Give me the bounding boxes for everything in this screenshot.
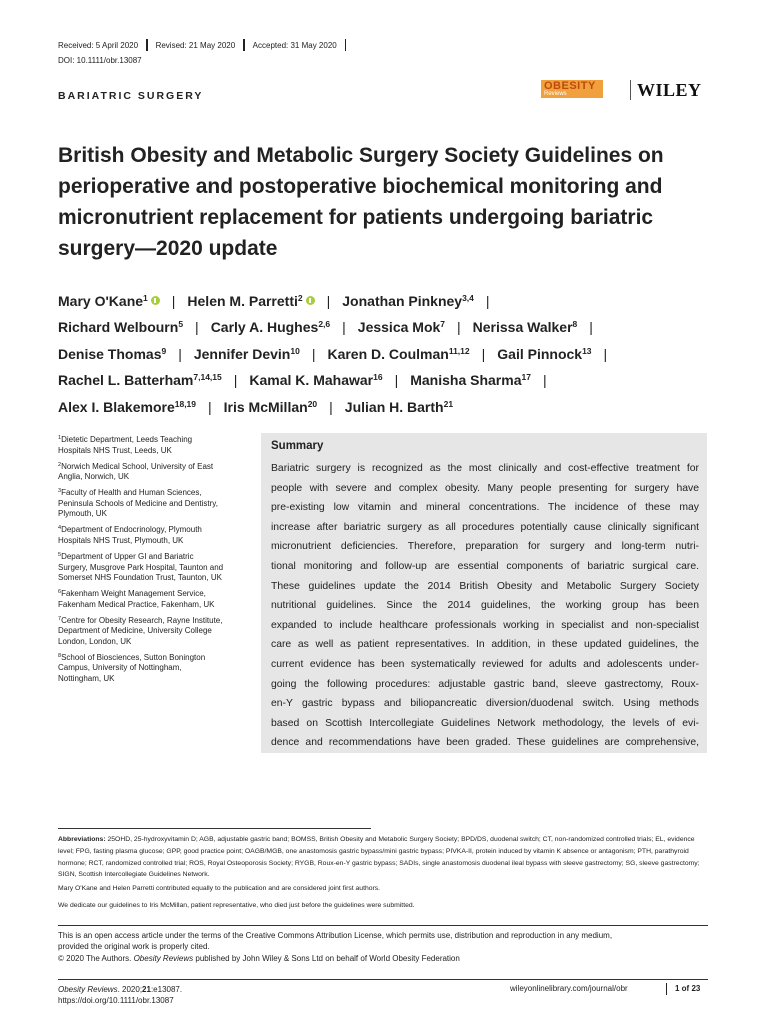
revised-date: Revised: 21 May 2020: [155, 40, 236, 50]
author[interactable]: Alex I. Blakemore$^{18,19}$: [58, 398, 197, 415]
date-divider: [243, 39, 245, 51]
summary-line: expanded to include healthcare professionals working in specialist and non-specialist: [271, 619, 699, 631]
author-separator: |: [342, 319, 346, 336]
license-line: This is an open access article under the terms of the Creative Commons Attribution License, which permits use, distribution and reproduction in any medium,: [58, 931, 613, 940]
author[interactable]: Jonathan Pinkney$^{3,4}$: [342, 293, 474, 309]
obesity-reviews-logo: [541, 80, 626, 100]
logo-main-text: OBESITY: [544, 80, 596, 92]
date-divider: [345, 39, 347, 51]
author-separator: |: [311, 345, 316, 362]
logo-divider: [630, 80, 631, 100]
author[interactable]: Kamal K. Mahawar$^{16}$: [249, 372, 383, 389]
affiliation: $^3$Faculty of Health and Human Sciences, Peninsula Schools of Medicine and Dentistry, Plymouth, UK: [58, 488, 218, 519]
summary-line: pre-existing low vitamin and mineral concentrations. The incidence of these may: [271, 502, 699, 514]
affiliation: $^1$Dietetic Department, Leeds Teaching Hospitals NHS Trust, Leeds, UK: [58, 435, 193, 455]
footnote-rule: [58, 828, 371, 829]
abbreviations: [58, 834, 708, 881]
author[interactable]: Mary O'Kane$^1$: [58, 293, 160, 309]
article-title: British Obesity and Metabolic Surgery Society Guidelines on perioperative and postoperative biochemical monitoring and micronutrient replacement for patients undergoing bariatric surgery—2020 update: [58, 144, 664, 260]
summary-line: micronutrient deficiencies. Therefore, preparation for surgery and long-term nutri-: [271, 541, 699, 553]
page-divider: [666, 983, 667, 995]
affiliation: $^7$Centre for Obesity Research, Rayne Institute, Department of Medicine, University College London, London, UK: [58, 615, 223, 646]
orcid-icon[interactable]: [151, 296, 160, 305]
affiliation: $^5$Department of Upper GI and Bariatric Surgery, Musgrove Park Hospital, Taunton and Somerset NHS Foundation Trust, Taunton, UK: [58, 551, 224, 583]
doi-url[interactable]: https://doi.org/10.1111/obr.13087: [58, 996, 174, 1005]
abbreviations-text: 25OHD, 25-hydroxyvitamin D; AGB, adjustable gastric band; BOMSS, British Obesity and Metabolic Surgery Society; BPD/DS, duodenal switch; CT, non-randomized controlled trials; EL, evidence level; FPG, fasting plasma glucose; GPP, good practice point; OAGB/MGB, one anastomosis gastric bypass/mini gastric bypass; PIVKA-II, protein induced by vitamin K absence or antagonism; PTH, parathyroid hormone; RCT, randomized controlled trial; ROS, Royal Osteoporosis Society; RYGB, Roux-en-Y gastric bypass; SADIs, single anastomosis duodenal ileal bypass with sleeve gastrectomy; SG, sleeve gastrectomy; SIGN, Scottish Intercollegiate Guidelines Network.: [58, 836, 700, 879]
summary-line: tional monitoring and follow-up are essential components of bariatric surgical care.: [271, 560, 699, 572]
author[interactable]: Helen M. Parretti$^2$: [187, 293, 314, 309]
publication-dates: [58, 38, 354, 52]
abbreviations-label: Abbreviations:: [58, 836, 106, 843]
author-separator: |: [326, 293, 331, 309]
author-separator: |: [329, 398, 333, 415]
summary-text: [271, 459, 699, 753]
affiliation: $^4$Department of Endocrinology, Plymouth Hospitals NHS Trust, Plymouth, UK: [58, 525, 202, 545]
summary-line: increase after bariatric surgery as all procedures potentially cause clinically significant: [271, 521, 699, 533]
author-separator: |: [394, 372, 399, 389]
doi[interactable]: DOI: 10.1111/obr.13087: [58, 56, 142, 65]
summary-box: [261, 433, 707, 753]
author[interactable]: Richard Welbourn$^5$: [58, 319, 184, 336]
author[interactable]: Denise Thomas$^9$: [58, 345, 167, 362]
author-separator: |: [457, 319, 461, 336]
accepted-date: Accepted: 31 May 2020: [252, 40, 337, 50]
author[interactable]: Rachel L. Batterham$^{7,14,15}$: [58, 372, 222, 389]
author[interactable]: Nerissa Walker$^8$: [472, 319, 578, 336]
wiley-logo: WILEY: [637, 80, 702, 100]
date-divider: [146, 39, 148, 51]
author-separator: |: [171, 293, 176, 309]
author[interactable]: Jennifer Devin$^{10}$: [193, 345, 300, 362]
license-block: [58, 930, 708, 964]
summary-line: care as well as patient representatives. In addition, in these updated guidelines, the: [271, 639, 699, 651]
affiliation: $^8$School of Biosciences, Sutton Bonington Campus, University of Nottingham, Nottingham, UK: [58, 652, 206, 684]
author[interactable]: Iris McMillan$^{20}$: [223, 398, 318, 415]
author[interactable]: Manisha Sharma$^{17}$: [410, 372, 531, 389]
author[interactable]: Karen D. Coulman$^{11,12}$: [327, 345, 470, 362]
author-line: [58, 313, 708, 339]
author[interactable]: Jessica Mok$^7$: [357, 319, 446, 336]
dedication-note: We dedicate our guidelines to Iris McMillan, patient representative, who died just before the guidelines were submitted.: [58, 902, 415, 909]
affiliations: [58, 433, 248, 688]
received-date: Received: 5 April 2020: [58, 40, 139, 50]
orcid-icon[interactable]: [306, 296, 315, 305]
author-separator: |: [208, 398, 212, 415]
summary-line: dence and recommendations have been graded. These guidelines are comprehensive,: [271, 737, 699, 749]
author[interactable]: Carly A. Hughes$^{2,6}$: [210, 319, 331, 336]
author-separator: |: [481, 345, 486, 362]
license-line: provided the original work is properly cited.: [58, 942, 210, 952]
journal-name: Obesity Reviews: [58, 985, 118, 994]
author-line: [58, 287, 708, 313]
author[interactable]: Julian H. Barth$^{21}$: [344, 398, 454, 415]
author-line: [58, 393, 708, 419]
summary-line: based on Scottish Intercollegiate Guidelines Network methodology, the levels of evi-: [271, 717, 699, 729]
author-separator: |: [195, 319, 199, 336]
logo-sub-text: Reviews: [544, 91, 567, 97]
author-separator: |: [603, 345, 608, 362]
affiliation: $^2$Norwich Medical School, University of East Anglia, Norwich, UK: [58, 461, 214, 482]
copyright-line: © 2020 The Authors. Obesity Reviews published by John Wiley & Sons Ltd on behalf of World Obesity Federation: [58, 953, 460, 963]
author[interactable]: Gail Pinnock$^{13}$: [497, 345, 592, 362]
summary-line: en-Y gastric bypass and biliopancreatic diversion/duodenal switch. Using methods: [271, 698, 699, 710]
author-separator: |: [485, 293, 490, 309]
summary-heading: Summary: [271, 440, 324, 452]
summary-line: nutritional guidelines. Since the 2014 guidelines, the working group has been: [271, 600, 699, 612]
journal-citation: Obesity Reviews. 2020;21:e13087. https://doi.org/10.1111/obr.13087: [58, 985, 183, 1005]
page-number: 1 of 23: [675, 984, 701, 993]
author-line: [58, 366, 708, 392]
author-list: [58, 287, 708, 419]
summary-line: people with severe and complex obesity. Many people presenting for surgery have: [271, 482, 699, 494]
author-separator: |: [542, 372, 547, 389]
summary-line: current evidence has been systematically reviewed for adults and adolescents under-: [271, 658, 699, 670]
author-separator: |: [589, 319, 593, 336]
summary-line: These guidelines update the 2014 British Obesity and Metabolic Surgery Society: [271, 580, 699, 592]
footer-rule: [58, 979, 708, 980]
summary-line: Bariatric surgery is recognized as the most clinically and cost-effective treatment for: [271, 463, 699, 474]
section-label: BARIATRIC SURGERY: [58, 90, 204, 102]
journal-site-link[interactable]: wileyonlinelibrary.com/journal/obr: [510, 984, 628, 993]
joint-authorship-note: Mary O'Kane and Helen Parretti contributed equally to the publication and are considered joint first authors.: [58, 885, 381, 892]
author-separator: |: [233, 372, 238, 389]
license-rule: [58, 925, 708, 926]
author-separator: |: [178, 345, 182, 362]
affiliation: $^6$Fakenham Weight Management Service, Fakenham Medical Practice, Fakenham, UK: [58, 589, 215, 609]
author-line: [58, 340, 708, 366]
summary-line: going the following procedures: adjustable gastric band, sleeve gastrectomy, Roux-: [271, 678, 699, 690]
